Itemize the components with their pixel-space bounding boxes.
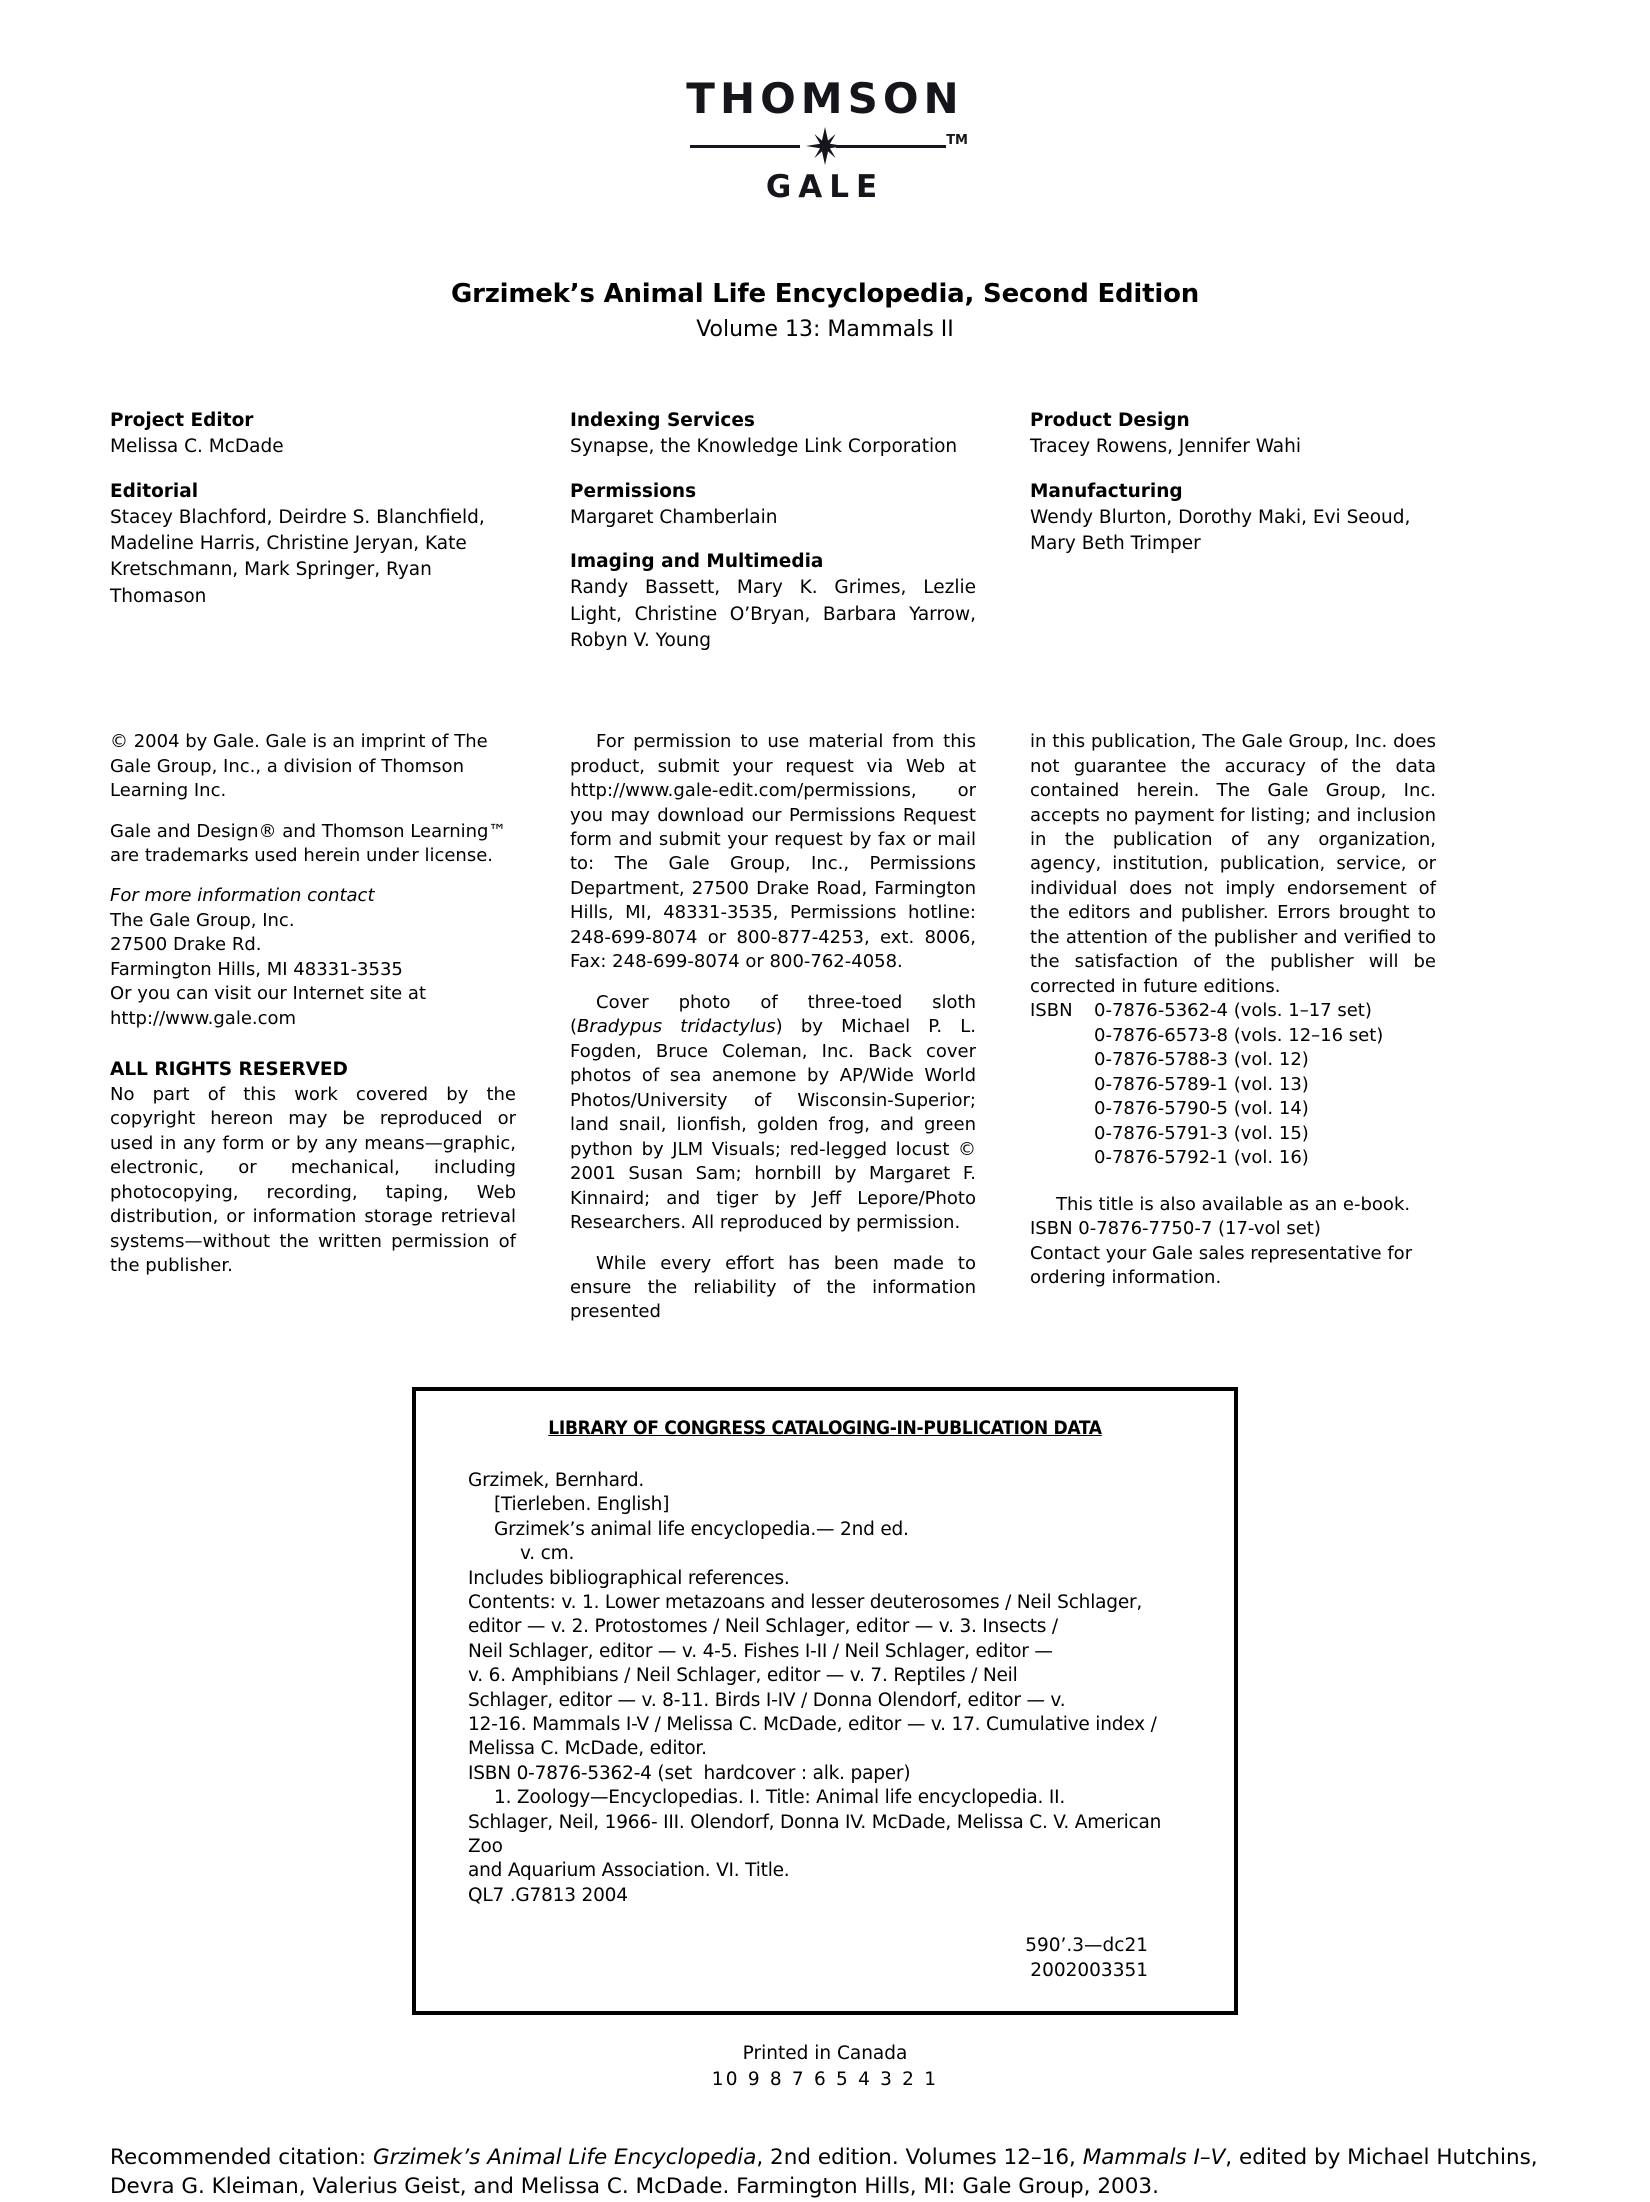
disclaimer-paragraph: in this publication, The Gale Group, Inc. does not guarantee the accuracy of the data contained herein. The Gale Group, Inc. accepts no payment for listing; and inclusion in the publication of any organization, agency, institution, publication, service, or individual does not imply endorsement of the editors and publisher. Errors brought to the attention of the publisher and verified to the satisfaction of the publisher will be corrected in future editions. <box>1030 731 1436 997</box>
recommended-citation <box>110 2143 1540 2202</box>
print-country: Printed in Canada <box>742 2043 908 2065</box>
loc-line: Grzimek’s animal life encyclopedia.— 2nd ed. <box>494 1518 909 1540</box>
isbn-list <box>1094 999 1436 1170</box>
logo-rule-and-star <box>690 129 968 163</box>
copyright-statement: © 2004 by Gale. Gale is an imprint of The Gale Group, Inc., a division of Thomson Learning Inc. <box>110 731 488 802</box>
trademark-statement: Gale and Design® and Thomson Learning™ are trademarks used herein under license. <box>110 820 507 866</box>
loc-line: Contents: v. 1. Lower metazoans and lesser deuterosomes / Neil Schlager, <box>468 1591 1143 1613</box>
page-title: Grzimek’s Animal Life Encyclopedia, Second Edition <box>450 279 1200 309</box>
contact-line: Or you can visit our Internet site at <box>110 983 427 1005</box>
publisher-logo <box>110 0 1540 205</box>
loc-line: v. cm. <box>520 1543 575 1565</box>
credit-role: Indexing Services <box>570 410 755 431</box>
isbn-entry: 0-7876-5792-1 (vol. 16) <box>1094 1147 1309 1169</box>
citation-volumes-title: Mammals I–V <box>1082 2144 1226 2170</box>
isbn-entry: 0-7876-5791-3 (vol. 15) <box>1094 1122 1309 1144</box>
contact-line: 27500 Drake Rd. <box>110 934 262 956</box>
loc-line: [Tierleben. English] <box>494 1494 670 1516</box>
credit-group <box>110 479 516 610</box>
credit-names: Synapse, the Knowledge Link Corporation <box>570 436 958 458</box>
contact-line: Farmington Hills, MI 48331-3535 <box>110 958 403 980</box>
citation-suffix: , edited by Michael Hutchins, Devra G. Kleiman, Valerius Geist, and Melissa C. McDade. Farmington Hills, MI: Gale Group, 2003. <box>110 2144 1538 2200</box>
credit-group <box>110 408 516 461</box>
isbn-label: ISBN <box>1030 1000 1073 1022</box>
loc-line: Neil Schlager, editor — v. 4-5. Fishes I-II / Neil Schlager, editor — <box>468 1640 1053 1662</box>
contact-line: The Gale Group, Inc. <box>110 909 295 931</box>
logo-wordmark-gale: GALE <box>765 169 885 205</box>
citation-prefix: Recommended citation: <box>110 2144 373 2170</box>
credit-role: Editorial <box>110 480 199 502</box>
printing-info <box>110 2041 1540 2093</box>
credit-group <box>570 549 976 654</box>
loc-line: 1. Zoology—Encyclopedias. I. Title: Animal life encyclopedia. II. <box>494 1787 1066 1809</box>
loc-line: Melissa C. McDade, editor. <box>468 1738 707 1760</box>
print-run-numbers: 10 9 8 7 6 5 4 3 2 1 <box>711 2068 939 2090</box>
loc-line: and Aquarium Association. VI. Title. <box>468 1860 790 1882</box>
rights-body: No part of this work covered by the copyright hereon may be reproduced or used in any form or by any means—graphic, electronic, or mechanical, including photocopying, recording, taping, Web distribution, or information storage retrieval systems—without the written permission of the publisher. <box>110 1083 516 1277</box>
disclaimer-column <box>1030 730 1436 1341</box>
credit-names: Tracey Rowens, Jennifer Wahi <box>1030 436 1302 458</box>
credit-role: Manufacturing <box>1030 480 1183 502</box>
isbn-table <box>1030 999 1436 1170</box>
credits-column-1 <box>110 408 516 672</box>
trademark-icon: TM <box>946 133 968 148</box>
credit-role: Permissions <box>570 480 697 502</box>
isbn-entry: 0-7876-5362-4 (vols. 1–17 set) <box>1094 1000 1372 1022</box>
contact-website[interactable]: http://www.gale.com <box>110 1007 297 1029</box>
dewey-number: 590’.3—dc21 <box>1025 1935 1148 1957</box>
permissions-paragraph: For permission to use material from this product, submit your request via Web at http://www.gale-edit.com/permissions, or you may download our Permissions Request form and submit your request by fax or mail to: The Gale Group, Inc., Permissions Department, 27500 Drake Road, Farmington Hills, MI, 48331-3535, Permissions hotline: 248-699-8074 or 800-877-4253, ext. 8006, Fax: 248-699-8074 or 800-762-4058. <box>570 731 976 973</box>
citation-middle: , 2nd edition. Volumes 12–16, <box>756 2144 1083 2170</box>
credit-names: Wendy Blurton, Dorothy Maki, Evi Seoud, Mary Beth Trimper <box>1030 506 1411 555</box>
ebook-isbn: ISBN 0-7876-7750-7 (17-vol set) <box>1030 1218 1321 1240</box>
isbn-entry: 0-7876-5788-3 (vol. 12) <box>1094 1049 1309 1071</box>
species-name: Bradypus tridactylus <box>577 1016 776 1038</box>
credits-section <box>110 408 1540 672</box>
star-burst-icon <box>806 127 844 165</box>
legal-text-section <box>110 730 1540 1341</box>
loc-body <box>468 1469 1182 1908</box>
loc-line: Includes bibliographical references. <box>468 1567 790 1589</box>
credit-role: Project Editor <box>110 410 254 431</box>
reliability-paragraph: While every effort has been made to ensure the reliability of the information presented <box>570 1252 976 1323</box>
citation-work-title: Grzimek’s Animal Life Encyclopedia <box>372 2144 757 2170</box>
ebook-contact: Contact your Gale sales representative for ordering information. <box>1030 1242 1413 1288</box>
rights-heading: ALL RIGHTS RESERVED <box>110 1059 348 1081</box>
credit-names: Stacey Blachford, Deirdre S. Blanchfield, Madeline Harris, Christine Jeryan, Kate Kretschmann, Mark Springer, Ryan Thomason <box>110 506 485 607</box>
contact-heading: For more information contact <box>110 885 375 907</box>
credit-group <box>1030 479 1436 558</box>
loc-heading: LIBRARY OF CONGRESS CATALOGING-IN-PUBLICATION DATA <box>548 1416 1102 1439</box>
credit-role: Imaging and Multimedia <box>570 551 824 573</box>
ebook-availability: This title is also available as an e-book. <box>1056 1193 1411 1215</box>
loc-line: Schlager, editor — v. 8-11. Birds I-IV / Donna Olendorf, editor — v. <box>468 1689 1066 1711</box>
loc-cataloging-box <box>412 1387 1238 2015</box>
copyright-column <box>110 730 516 1341</box>
logo-rule-right <box>836 145 946 148</box>
loc-line: Schlager, Neil, 1966- III. Olendorf, Donna IV. McDade, Melissa C. V. American Zoo <box>468 1811 1167 1857</box>
cover-photo-credit: Cover photo of three-toed sloth (Bradypus tridactylus) by Michael P. L. Fogden, Bruce Coleman, Inc. Back cover photos of sea anemone by AP/Wide World Photos/University of Wisconsin-Superior; land snail, lionfish, golden frog, and green python by JLM Visuals; red-legged locust © 2001 Susan Sam; hornbill by Margaret F. Kinnaird; and tiger by Jeff Lepore/Photo Researchers. All reproduced by permission. <box>570 991 977 1234</box>
credit-names: Randy Bassett, Mary K. Grimes, Lezlie Light, Christine O’Bryan, Barbara Yarrow, Robyn V. Young <box>570 577 976 651</box>
isbn-entry: 0-7876-5790-5 (vol. 14) <box>1094 1098 1309 1120</box>
credit-role: Product Design <box>1030 410 1190 431</box>
permissions-column <box>570 730 976 1341</box>
isbn-entry: 0-7876-5789-1 (vol. 13) <box>1094 1073 1309 1095</box>
credit-group <box>1030 408 1436 461</box>
loc-line: QL7 .G7813 2004 <box>468 1884 628 1906</box>
loc-line: editor — v. 2. Protostomes / Neil Schlager, editor — v. 3. Insects / <box>468 1616 1058 1638</box>
loc-classification <box>468 1934 1182 1983</box>
logo-wordmark-thomson: THOMSON <box>686 74 964 123</box>
loc-cataloging-box-wrapper <box>110 1387 1540 2015</box>
contact-address <box>110 909 516 1031</box>
loc-line: ISBN 0-7876-5362-4 (set hardcover : alk. paper) <box>468 1762 911 1784</box>
loc-line: v. 6. Amphibians / Neil Schlager, editor — v. 7. Reptiles / Neil <box>468 1665 1018 1687</box>
loc-line: 12-16. Mammals I-V / Melissa C. McDade, editor — v. 17. Cumulative index / <box>468 1713 1157 1735</box>
credit-names: Margaret Chamberlain <box>570 506 778 528</box>
loc-line: Grzimek, Bernhard. <box>468 1469 645 1491</box>
logo-rule-left <box>690 145 800 148</box>
volume-subtitle: Volume 13: Mammals II <box>696 317 954 342</box>
credit-names: Melissa C. McDade <box>110 436 284 458</box>
loc-control-number: 2002003351 <box>1030 1959 1148 1981</box>
credits-column-2 <box>570 408 976 672</box>
credits-column-3 <box>1030 408 1436 672</box>
credit-group <box>570 479 976 532</box>
title-block <box>110 279 1540 342</box>
credit-group <box>570 408 976 461</box>
isbn-entry: 0-7876-6573-8 (vols. 12–16 set) <box>1094 1024 1384 1046</box>
